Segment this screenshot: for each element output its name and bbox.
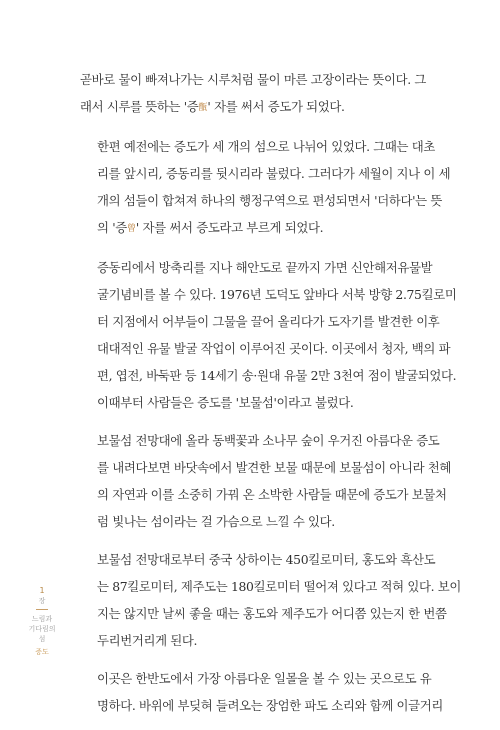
line-text: 한편 예전에는 증도가 세 개의 섬으로 나뉘어 있었다. 그때는 대초 — [97, 139, 435, 154]
text-line — [80, 508, 470, 535]
text-line — [80, 281, 470, 308]
line-text: 의 자연과 이를 소중히 가꿔 온 소박한 사람들 때문에 증도가 보물처 — [97, 487, 447, 502]
paragraph — [80, 133, 470, 243]
line-text-after: ' 자를 써서 증도가 되었다. — [207, 99, 345, 114]
line-text: 터 지점에서 어부들이 그물을 끌어 올리다가 도자기를 발견한 이후 — [97, 314, 440, 329]
chapter-word: 장 — [38, 597, 46, 605]
text-line — [80, 160, 470, 187]
section-name: 증도 — [35, 648, 49, 656]
line-text: 래서 시루를 뜻하는 '증 — [80, 99, 199, 114]
body-text — [80, 66, 470, 730]
line-text: 럼 빛나는 섬이라는 걸 가슴으로 느낄 수 있다. — [97, 514, 335, 529]
line-text: 굴기념비를 볼 수 있다. 1976년 도덕도 앞바다 서북 방향 2.75킬로미 — [97, 287, 457, 302]
line-text-after: ' 자를 써서 증도라고 부르게 되었다. — [135, 220, 324, 235]
chapter-sidebar — [28, 586, 56, 657]
text-line — [80, 546, 470, 573]
hanja-character: 曾 — [126, 224, 136, 234]
line-text: 지는 않지만 날씨 좋을 때는 홍도와 제주도가 어디쯤 있는지 한 번쯤 — [97, 606, 447, 621]
text-line — [80, 335, 470, 362]
line-text: 두리번거리게 된다. — [97, 633, 198, 648]
paragraph — [80, 546, 470, 654]
line-text: 의 '증 — [97, 220, 127, 235]
line-text: 명하다. 바위에 부딪혀 들려오는 장엄한 파도 소리와 함께 이글거리 — [97, 698, 444, 713]
text-line — [80, 665, 470, 692]
line-text: 는 87킬로미터, 제주도는 180킬로미터 떨어져 있다고 적혀 있다. 보이 — [97, 579, 462, 594]
text-line — [80, 254, 470, 281]
line-text: 이때부터 사람들은 증도를 '보물섬'이라고 불렀다. — [97, 395, 354, 410]
text-line — [80, 133, 470, 160]
line-text: 보물섬 전망대에 올라 동백꽃과 소나무 숲이 우거진 아름다운 증도 — [97, 433, 440, 448]
text-line — [80, 600, 470, 627]
line-text: 증동리에서 방축리를 지나 해안도로 끝까지 가면 신안해저유물발 — [97, 260, 433, 275]
line-text: 를 내려다보면 바닷속에서 발견한 보물 때문에 보물섬이 아니라 천혜 — [97, 460, 452, 475]
text-line — [80, 389, 470, 416]
paragraph — [80, 665, 470, 719]
text-line — [80, 427, 470, 454]
text-line — [80, 481, 470, 508]
chapter-number: 1 — [39, 586, 45, 595]
text-line — [80, 93, 470, 122]
text-line — [80, 66, 470, 93]
text-line — [80, 627, 470, 654]
sidebar-divider — [36, 609, 48, 610]
text-line — [80, 573, 470, 600]
line-text: 리를 앞시리, 증동리를 뒷시리라 불렀다. 그러다가 세월이 지나 이 세 — [97, 166, 451, 181]
chapter-title-line: 기다림의 — [28, 625, 56, 633]
text-line — [80, 308, 470, 335]
paragraph — [80, 254, 470, 416]
line-text: 보물섬 전망대로부터 중국 상하이는 450킬로미터, 홍도와 흑산도 — [97, 552, 436, 567]
text-line — [80, 454, 470, 481]
line-text: 개의 섬들이 합쳐져 하나의 행정구역으로 편성되면서 '더하다'는 뜻 — [97, 193, 442, 208]
paragraph — [80, 66, 470, 122]
text-line — [80, 362, 470, 389]
line-text: 대대적인 유물 발굴 작업이 이루어진 곳이다. 이곳에서 청자, 백의 파 — [97, 341, 451, 356]
chapter-title-line: 섬 — [38, 635, 46, 643]
hanja-character: 甑 — [198, 103, 208, 113]
line-text: 이곳은 한반도에서 가장 아름다운 일몰을 볼 수 있는 곳으로도 유 — [97, 671, 432, 686]
line-text: 편, 엽전, 바둑판 등 14세기 송·원대 유물 2만 3천여 점이 발굴되었다. — [97, 368, 457, 383]
paragraph — [80, 427, 470, 535]
chapter-title-line: 느림과 — [31, 615, 53, 623]
text-line — [80, 214, 470, 243]
text-line — [80, 187, 470, 214]
line-text: 곧바로 물이 빠져나가는 시루처럼 물이 마른 고장이라는 뜻이다. 그 — [80, 72, 427, 87]
